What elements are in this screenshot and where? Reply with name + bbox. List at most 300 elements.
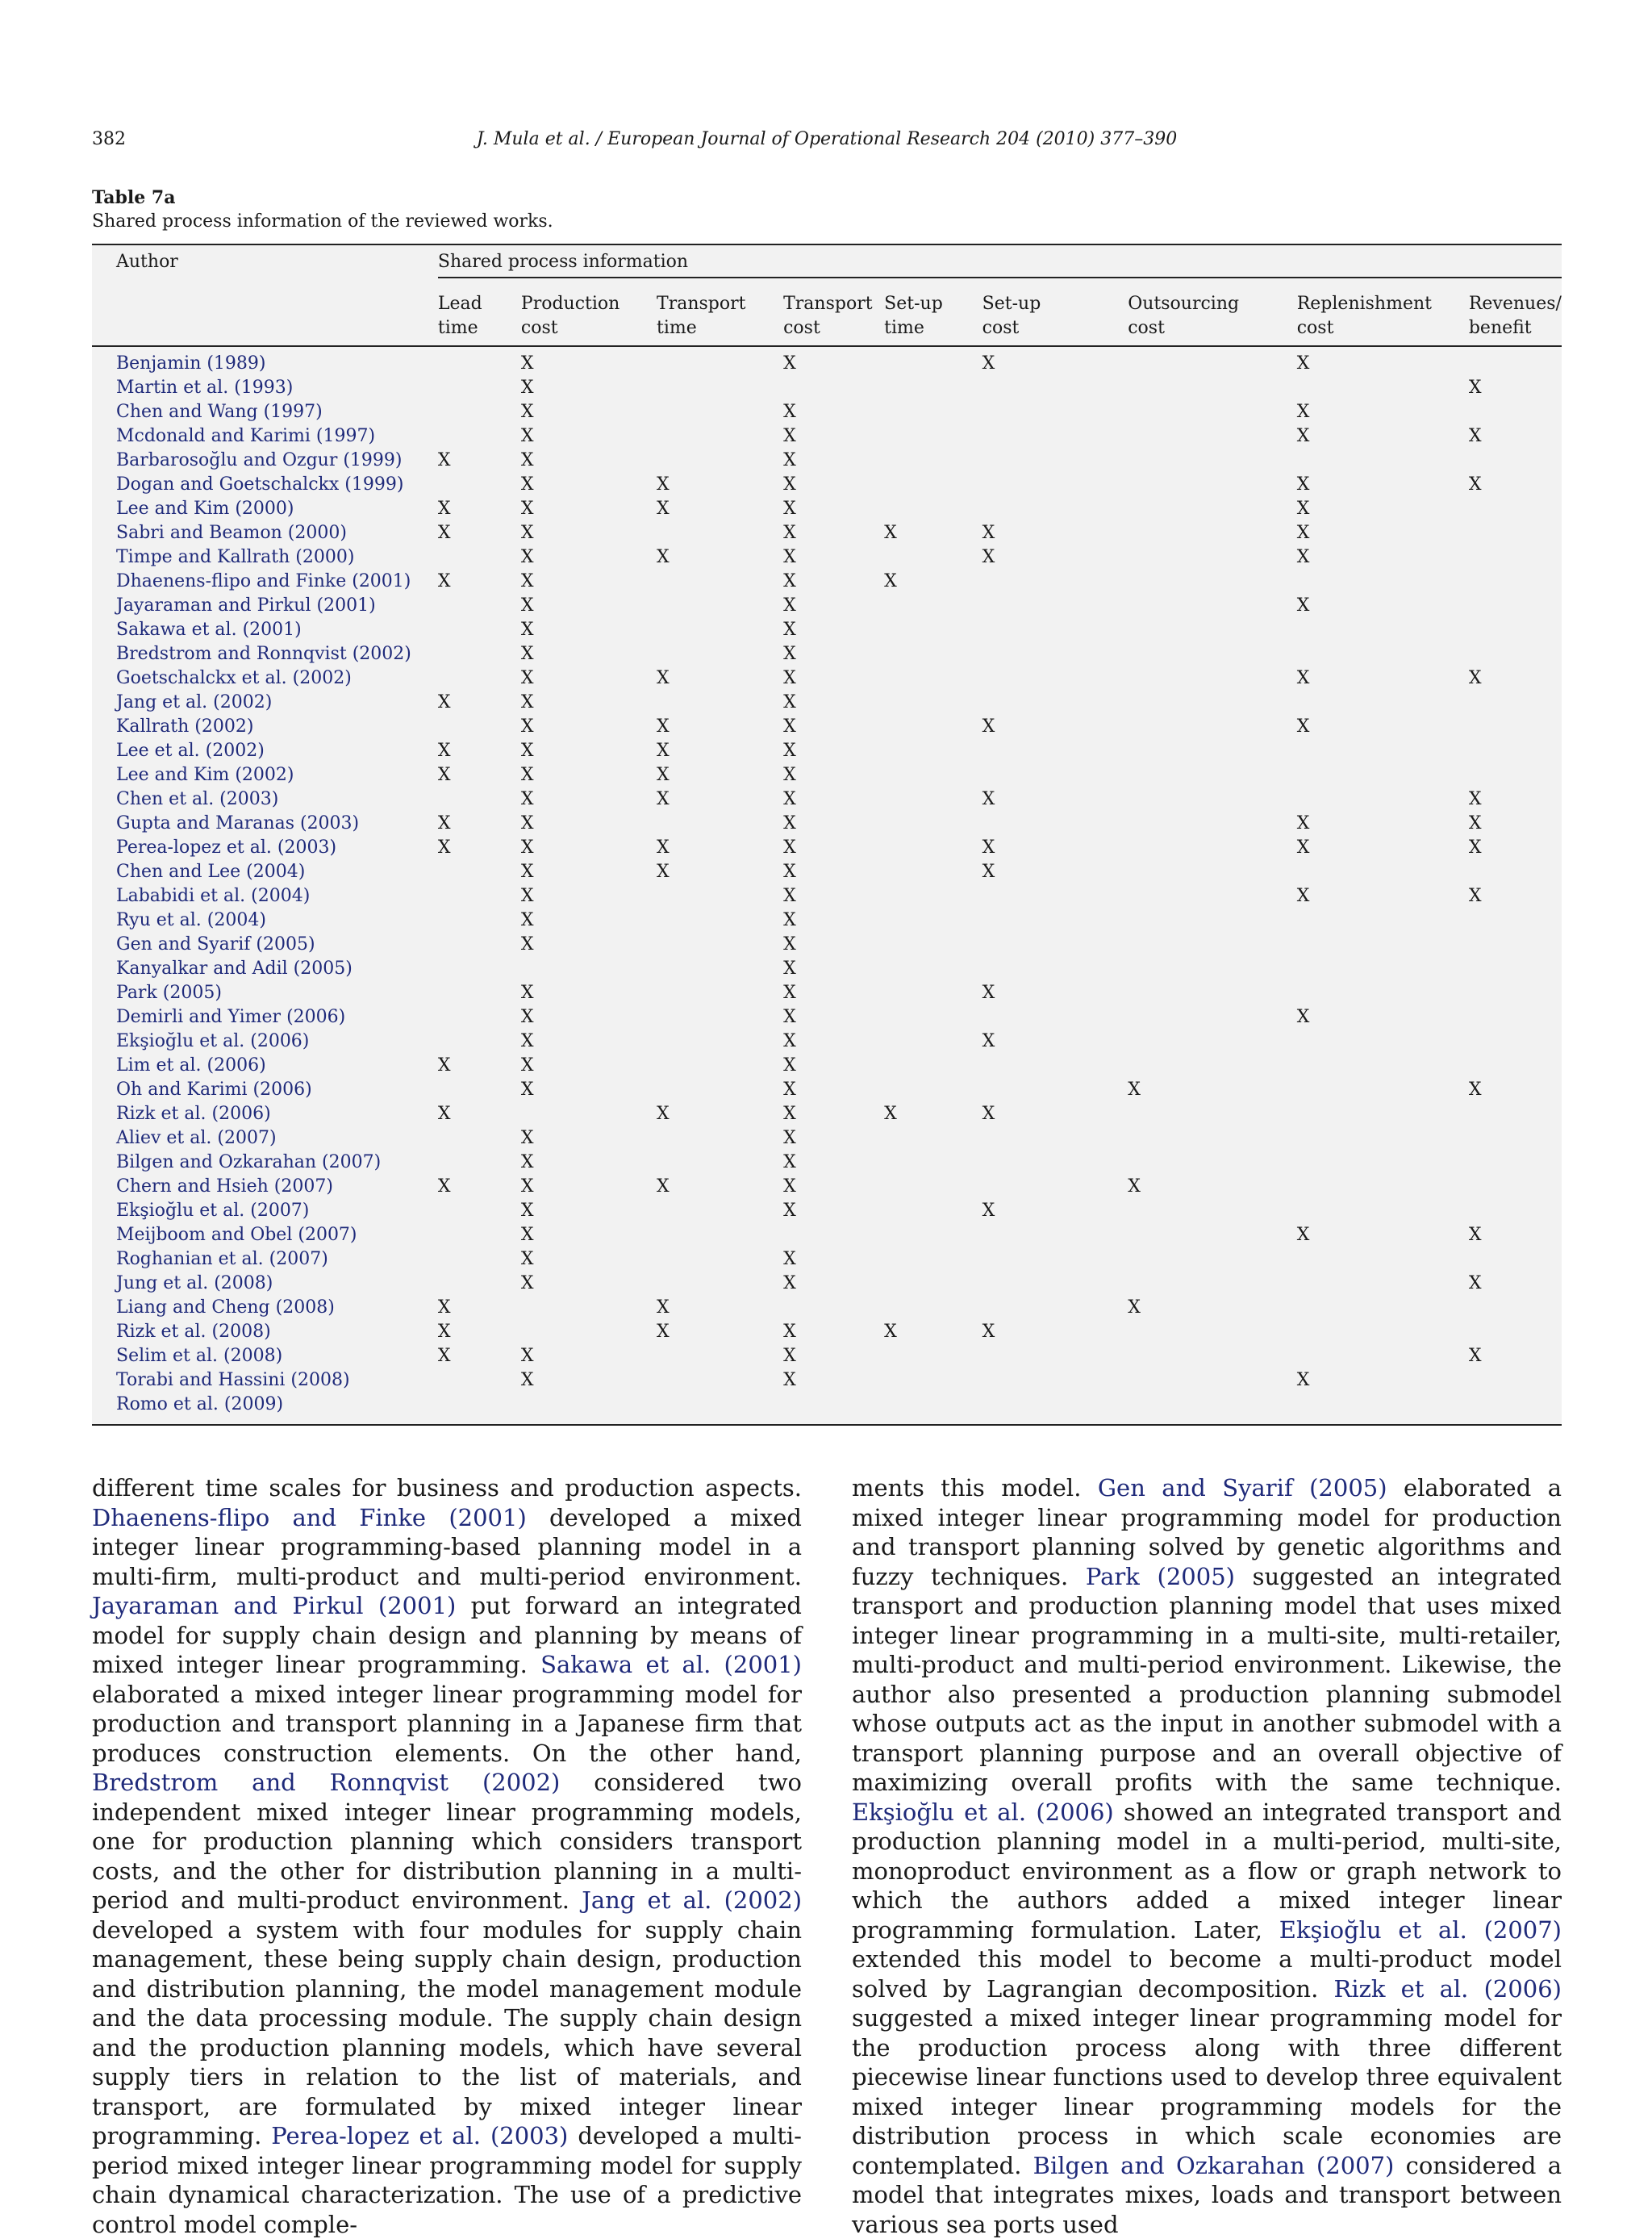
- citation-link[interactable]: Ekşioğlu et al. (2006): [852, 1798, 1114, 1826]
- table-cell: X: [657, 789, 670, 809]
- table-cell: [884, 1126, 982, 1151]
- author-reference-link[interactable]: Gupta and Maranas (2003): [116, 813, 360, 833]
- table-cell: [1128, 1247, 1297, 1272]
- table-cell: [657, 642, 783, 666]
- table-row: [92, 497, 1562, 521]
- table-cell: [1128, 812, 1297, 836]
- table-row: [92, 400, 1562, 424]
- author-reference-link[interactable]: Chen et al. (2003): [116, 789, 279, 809]
- table-cell: X: [783, 353, 796, 374]
- author-reference-link[interactable]: Kanyalkar and Adil (2005): [116, 959, 353, 979]
- table-cell: [1469, 957, 1562, 981]
- author-reference-link[interactable]: Lababidi et al. (2004): [116, 886, 311, 906]
- citation-link[interactable]: Park (2005): [1085, 1562, 1235, 1590]
- table-cell: X: [1296, 426, 1310, 446]
- table-cell: [884, 860, 982, 884]
- author-reference-link[interactable]: Lim et al. (2006): [116, 1055, 266, 1076]
- table-cell: X: [1468, 886, 1482, 906]
- table-cell: [884, 642, 982, 666]
- table-cell: X: [783, 571, 796, 591]
- table-cell: [657, 909, 783, 933]
- author-reference-link[interactable]: Oh and Karimi (2006): [116, 1080, 312, 1100]
- table-cell: X: [1296, 1225, 1310, 1245]
- table-cell: [1128, 666, 1297, 691]
- author-reference-link[interactable]: Ekşioğlu et al. (2006): [116, 1031, 310, 1051]
- table-cell: [884, 1368, 982, 1393]
- table-cell: [884, 836, 982, 860]
- author-reference-link[interactable]: Dhaenens-flipo and Finke (2001): [116, 571, 411, 591]
- table-cell: X: [783, 1201, 796, 1221]
- table-cell: [1469, 545, 1562, 570]
- table-cell: X: [437, 813, 451, 833]
- table-cell: [657, 1344, 783, 1368]
- table-cell: [1128, 1320, 1297, 1344]
- table-cell: [884, 1296, 982, 1320]
- table-cell: [982, 909, 1128, 933]
- table-cell: [1297, 570, 1469, 594]
- table-cell: [982, 424, 1128, 449]
- table-row: [92, 1054, 1562, 1078]
- table-cell: [438, 860, 521, 884]
- table-cell: [438, 1393, 521, 1417]
- table-cell: [1469, 497, 1562, 521]
- paragraph-text: suggested an integrated transport and production planning model that uses mixed integer linear programming in a multi-site, multi-retailer, multi-product and multi-period environment. Likewise, the author also presented a production planning submodel whose outputs act as the input in another submodel with a transport planning purpose and an overall objective of maximizing overall profits with the same technique.: [852, 1562, 1562, 1796]
- table-cell: [657, 884, 783, 909]
- table-cell: X: [783, 1249, 796, 1269]
- author-reference-link[interactable]: Ryu et al. (2004): [116, 910, 266, 930]
- paragraph-text: put forward an integrated model for supply chain design and planning by means of mixed integer linear programming.: [92, 1592, 802, 1678]
- author-reference-link[interactable]: Lee et al. (2002): [116, 741, 265, 761]
- table-cell: X: [520, 1176, 534, 1197]
- left-text-column: [92, 1473, 802, 2239]
- author-reference-link[interactable]: Dogan and Goetschalckx (1999): [116, 474, 404, 495]
- table-cell: [884, 1344, 982, 1368]
- author-reference-link[interactable]: Chen and Wang (1997): [116, 402, 323, 422]
- table-cell: [1297, 933, 1469, 957]
- table-cell: [1128, 545, 1297, 570]
- citation-link[interactable]: Bilgen and Ozkarahan (2007): [1032, 2151, 1395, 2179]
- table-cell: [657, 1199, 783, 1223]
- table-cell: [884, 739, 982, 763]
- table-cell: X: [520, 1128, 534, 1148]
- table-cell: X: [1128, 1176, 1141, 1197]
- citation-link[interactable]: Jang et al. (2002): [582, 1886, 803, 1914]
- table-cell: [1297, 618, 1469, 642]
- table-cell: [1128, 1005, 1297, 1030]
- table-cell: [1469, 981, 1562, 1005]
- table-cell: X: [1468, 1225, 1482, 1245]
- table-cell: X: [982, 523, 995, 543]
- author-reference-link[interactable]: Chen and Lee (2004): [116, 862, 306, 882]
- table-cell: X: [520, 789, 534, 809]
- paragraph-text: different time scales for business and production aspects.: [92, 1474, 802, 1502]
- table-cell: [657, 346, 783, 376]
- table-row: [92, 1272, 1562, 1296]
- column-header: [657, 286, 783, 346]
- table-cell: [521, 957, 657, 981]
- table-cell: X: [520, 934, 534, 954]
- table-cell: [521, 1320, 657, 1344]
- table-cell: X: [783, 1273, 796, 1293]
- table-cell: X: [982, 789, 995, 809]
- column-header-line: Production: [520, 294, 620, 314]
- table-cell: X: [1296, 668, 1310, 688]
- table-cell: X: [520, 1031, 534, 1051]
- paragraph-text: developed a mixed integer linear programming-based planning model in a multi-firm, multi-product and multi-period environment.: [92, 1503, 802, 1590]
- table-cell: X: [657, 547, 670, 567]
- author-reference-link[interactable]: Liang and Cheng (2008): [116, 1297, 335, 1318]
- table-cell: X: [783, 523, 796, 543]
- table-cell: X: [520, 862, 534, 882]
- table-cell: X: [783, 813, 796, 833]
- table-cell: [438, 424, 521, 449]
- table-cell: [657, 400, 783, 424]
- table-cell: [884, 666, 982, 691]
- table-cell: [657, 1368, 783, 1393]
- table-cell: X: [982, 353, 995, 374]
- author-reference-link[interactable]: Lee and Kim (2002): [116, 765, 294, 785]
- table-cell: X: [657, 1176, 670, 1197]
- table-row: [92, 1030, 1562, 1054]
- column-header: [438, 286, 521, 346]
- author-reference-link[interactable]: Bredstrom and Ronnqvist (2002): [116, 644, 411, 664]
- table-cell: [884, 400, 982, 424]
- table-row: [92, 1078, 1562, 1102]
- table-cell: X: [783, 692, 796, 712]
- table-cell: [438, 1030, 521, 1054]
- table-cell: [657, 521, 783, 545]
- table-row: [92, 473, 1562, 497]
- table-cell: X: [1468, 426, 1482, 446]
- table-cell: [438, 957, 521, 981]
- table-cell: X: [520, 1201, 534, 1221]
- author-reference-link[interactable]: Jang et al. (2002): [116, 692, 273, 712]
- table-cell: X: [520, 1152, 534, 1172]
- table-row: [92, 739, 1562, 763]
- table-cell: [1128, 981, 1297, 1005]
- group-header-label: Shared process information: [438, 252, 1562, 278]
- table-cell: [1128, 521, 1297, 545]
- table-cell: [884, 957, 982, 981]
- table-cell: [1469, 715, 1562, 739]
- table-cell: X: [520, 1249, 534, 1269]
- author-reference-link[interactable]: Rizk et al. (2008): [116, 1322, 271, 1342]
- table-row: [92, 1102, 1562, 1126]
- table-cell: X: [657, 668, 670, 688]
- table-cell: [1297, 787, 1469, 812]
- author-reference-link[interactable]: Romo et al. (2009): [116, 1394, 284, 1414]
- table-cell: X: [783, 716, 796, 737]
- table-cell: [438, 642, 521, 666]
- author-reference-link[interactable]: Meijboom and Obel (2007): [116, 1225, 357, 1245]
- table-cell: X: [520, 1273, 534, 1293]
- table-cell: [1128, 1344, 1297, 1368]
- table-cell: X: [783, 644, 796, 664]
- table-cell: [884, 376, 982, 400]
- table-cell: [982, 1272, 1128, 1296]
- table-row: [92, 1151, 1562, 1175]
- author-reference-link[interactable]: Roghanian et al. (2007): [116, 1249, 328, 1269]
- table-cell: X: [437, 1297, 451, 1318]
- table-cell: [1297, 1151, 1469, 1175]
- table-cell: [884, 787, 982, 812]
- table-cell: [657, 376, 783, 400]
- citation-link[interactable]: Jayaraman and Pirkul (2001): [92, 1592, 457, 1619]
- table-cell: X: [1468, 838, 1482, 858]
- table-row: [92, 957, 1562, 981]
- table-row: [92, 594, 1562, 618]
- table-cell: [438, 1247, 521, 1272]
- table-row: [92, 666, 1562, 691]
- table-cell: [1469, 1102, 1562, 1126]
- table-cell: X: [657, 862, 670, 882]
- table-cell: X: [437, 499, 451, 519]
- table-cell: [1128, 1199, 1297, 1223]
- table-row: [92, 1296, 1562, 1320]
- table-cell: X: [783, 983, 796, 1003]
- table-cell: X: [520, 741, 534, 761]
- author-reference-link[interactable]: Torabi and Hassini (2008): [116, 1370, 350, 1390]
- table-cell: X: [520, 910, 534, 930]
- author-reference-link[interactable]: Barbarosoğlu and Ozgur (1999): [116, 450, 403, 470]
- table-cell: X: [657, 1322, 670, 1342]
- table-row: [92, 449, 1562, 473]
- table-cell: X: [520, 1080, 534, 1100]
- table-cell: [1128, 836, 1297, 860]
- author-reference-link[interactable]: Benjamin (1989): [116, 353, 266, 374]
- table-cell: X: [520, 1007, 534, 1027]
- table-cell: [1469, 400, 1562, 424]
- table-cell: [1297, 739, 1469, 763]
- table-cell: [438, 1078, 521, 1102]
- column-header-line: cost: [783, 318, 820, 338]
- table-cell: X: [783, 1176, 796, 1197]
- table-row: [92, 812, 1562, 836]
- author-reference-link[interactable]: Lee and Kim (2000): [116, 499, 294, 519]
- table-cell: [1297, 1247, 1469, 1272]
- table-cell: X: [1296, 716, 1310, 737]
- citation-link[interactable]: Bredstrom and Ronnqvist (2002): [92, 1769, 561, 1796]
- table-cell: [982, 957, 1128, 981]
- table-cell: X: [1296, 1370, 1310, 1390]
- citation-link[interactable]: Rizk et al. (2006): [1333, 1974, 1562, 2003]
- author-reference-link[interactable]: Sabri and Beamon (2000): [116, 523, 347, 543]
- table-cell: [1297, 981, 1469, 1005]
- table-cell: [982, 1223, 1128, 1247]
- author-column-header: Author: [92, 245, 438, 346]
- author-reference-link[interactable]: Rizk et al. (2006): [116, 1104, 271, 1124]
- table-cell: [438, 1151, 521, 1175]
- table-cell: X: [783, 547, 796, 567]
- table-cell: [438, 1223, 521, 1247]
- table-cell: [1128, 449, 1297, 473]
- table-cell: [1469, 1320, 1562, 1344]
- table-cell: [1297, 1320, 1469, 1344]
- table-cell: [982, 449, 1128, 473]
- author-reference-link[interactable]: Perea-lopez et al. (2003): [116, 838, 337, 858]
- table-row: [92, 545, 1562, 570]
- table-caption: [92, 186, 553, 234]
- paragraph-text: developed a system with four modules for supply chain management, these being supply chain design, production and distribution planning, the model management module and the data processing module. The supply chain design and the production planning models, which have several supply tiers in relation to the list of materials, and transport, are formulated by mixed integer linear programming.: [92, 1915, 802, 2149]
- table-cell: X: [783, 862, 796, 882]
- table-cell: [438, 545, 521, 570]
- table-cell: X: [783, 474, 796, 495]
- table-cell: [982, 618, 1128, 642]
- table-cell: X: [437, 523, 451, 543]
- column-header-line: Replenishment: [1296, 294, 1432, 314]
- table-cell: X: [520, 426, 534, 446]
- author-reference-link[interactable]: Kallrath (2002): [116, 716, 254, 737]
- table-cell: X: [520, 450, 534, 470]
- table-cell: [1297, 1175, 1469, 1199]
- table-cell: X: [520, 1225, 534, 1245]
- author-reference-link[interactable]: Martin et al. (1993): [116, 378, 294, 398]
- citation-link[interactable]: Perea-lopez et al. (2003): [271, 2122, 569, 2149]
- table-row: [92, 618, 1562, 642]
- table-cell: X: [783, 1080, 796, 1100]
- author-reference-link[interactable]: Ekşioğlu et al. (2007): [116, 1201, 310, 1221]
- table-cell: [1128, 618, 1297, 642]
- author-reference-link[interactable]: Chern and Hsieh (2007): [116, 1176, 333, 1197]
- table-cell: [438, 1005, 521, 1030]
- table-cell: X: [520, 765, 534, 785]
- table-cell: [438, 666, 521, 691]
- column-header-line: time: [437, 318, 478, 338]
- right-text-column: [852, 1473, 1562, 2239]
- table-cell: X: [783, 789, 796, 809]
- table-cell: [521, 1393, 657, 1417]
- table-cell: X: [657, 716, 670, 737]
- citation-link[interactable]: Ekşioğlu et al. (2007): [1279, 1915, 1562, 1944]
- table-cell: X: [783, 1128, 796, 1148]
- author-reference-link[interactable]: Aliev et al. (2007): [116, 1128, 277, 1148]
- author-reference-link[interactable]: Park (2005): [116, 983, 222, 1003]
- author-reference-link[interactable]: Bilgen and Ozkarahan (2007): [116, 1152, 382, 1172]
- table-cell: [1128, 346, 1297, 376]
- table-cell: [1297, 1078, 1469, 1102]
- table-cell: [1128, 1272, 1297, 1296]
- table-cell: X: [437, 765, 451, 785]
- table-cell: X: [1296, 353, 1310, 374]
- table-cell: X: [1296, 523, 1310, 543]
- table-cell: [884, 1151, 982, 1175]
- table-row: [92, 836, 1562, 860]
- table-row: [92, 763, 1562, 787]
- table-cell: [1128, 1030, 1297, 1054]
- table-cell: [438, 884, 521, 909]
- table-cell: [1128, 1223, 1297, 1247]
- table-cell: X: [1296, 402, 1310, 422]
- table-cell: [884, 449, 982, 473]
- table-cell: X: [520, 1370, 534, 1390]
- table-cell: [1469, 1126, 1562, 1151]
- table-cell: [982, 497, 1128, 521]
- table-cell: X: [520, 692, 534, 712]
- table-cell: [657, 981, 783, 1005]
- author-reference-link[interactable]: Mcdonald and Karimi (1997): [116, 426, 376, 446]
- table-cell: X: [520, 402, 534, 422]
- author-reference-link[interactable]: Jung et al. (2008): [116, 1273, 273, 1293]
- table-cell: [438, 376, 521, 400]
- table-cell: [521, 1102, 657, 1126]
- table-cell: X: [783, 1152, 796, 1172]
- column-header-line: Lead: [437, 294, 482, 314]
- table-cell: [1297, 1054, 1469, 1078]
- author-reference-link[interactable]: Jayaraman and Pirkul (2001): [116, 595, 376, 616]
- column-header: [982, 286, 1128, 346]
- table-cell: [884, 909, 982, 933]
- table-cell: [1297, 1344, 1469, 1368]
- table-row: [92, 884, 1562, 909]
- table-cell: X: [783, 595, 796, 616]
- table-cell: [657, 449, 783, 473]
- table-cell: [982, 1296, 1128, 1320]
- paragraph-text: showed an integrated transport and production planning model in a multi-period, multi-site, monoproduct environment as a flow or graph network to which the authors added a mixed integer linear programming formulation. Later,: [852, 1798, 1562, 1944]
- table-label: Table 7a: [92, 187, 176, 208]
- citation-link[interactable]: Dhaenens-flipo and Finke (2001): [92, 1503, 527, 1531]
- citation-link[interactable]: Gen and Syarif (2005): [1097, 1474, 1387, 1502]
- table-cell: [884, 884, 982, 909]
- citation-link[interactable]: Sakawa et al. (2001): [540, 1651, 802, 1678]
- column-header-line: Revenues/: [1468, 294, 1562, 314]
- table-row: [92, 1247, 1562, 1272]
- table-cell: [1469, 1368, 1562, 1393]
- author-reference-link[interactable]: Demirli and Yimer (2006): [116, 1007, 346, 1027]
- author-reference-link[interactable]: Gen and Syarif (2005): [116, 934, 315, 954]
- table-cell: X: [1296, 595, 1310, 616]
- table-cell: [1297, 642, 1469, 666]
- table-cell: [884, 424, 982, 449]
- table-row: [92, 1368, 1562, 1393]
- author-reference-link[interactable]: Goetschalckx et al. (2002): [116, 668, 352, 688]
- table-cell: [1297, 1199, 1469, 1223]
- table-cell: [982, 812, 1128, 836]
- table-cell: [438, 715, 521, 739]
- table-cell: X: [520, 474, 534, 495]
- table-cell: [1469, 909, 1562, 933]
- table-cell: X: [1468, 813, 1482, 833]
- table-row: [92, 1393, 1562, 1417]
- shared-process-table: [92, 244, 1562, 1426]
- author-reference-link[interactable]: Selim et al. (2008): [116, 1346, 283, 1366]
- table-cell: [1128, 1102, 1297, 1126]
- table-cell: [1128, 594, 1297, 618]
- author-reference-link[interactable]: Timpe and Kallrath (2000): [116, 547, 355, 567]
- table-cell: [884, 1078, 982, 1102]
- table-cell: [982, 1344, 1128, 1368]
- table-row: [92, 1126, 1562, 1151]
- table-cell: [438, 594, 521, 618]
- table-cell: X: [783, 765, 796, 785]
- table-cell: [884, 763, 982, 787]
- table-cell: X: [783, 959, 796, 979]
- table-cell: [1297, 860, 1469, 884]
- table-cell: [657, 1272, 783, 1296]
- author-reference-link[interactable]: Sakawa et al. (2001): [116, 620, 302, 640]
- table-cell: [884, 981, 982, 1005]
- table-cell: X: [982, 1322, 995, 1342]
- table-cell: [783, 1223, 884, 1247]
- table-cell: X: [1468, 474, 1482, 495]
- table-cell: [884, 933, 982, 957]
- table-body: [92, 346, 1562, 1417]
- table-cell: X: [657, 838, 670, 858]
- table-cell: X: [520, 547, 534, 567]
- table-cell: X: [783, 838, 796, 858]
- table-cell: [1469, 1005, 1562, 1030]
- table-cell: [1469, 1393, 1562, 1417]
- table-cell: X: [520, 1055, 534, 1076]
